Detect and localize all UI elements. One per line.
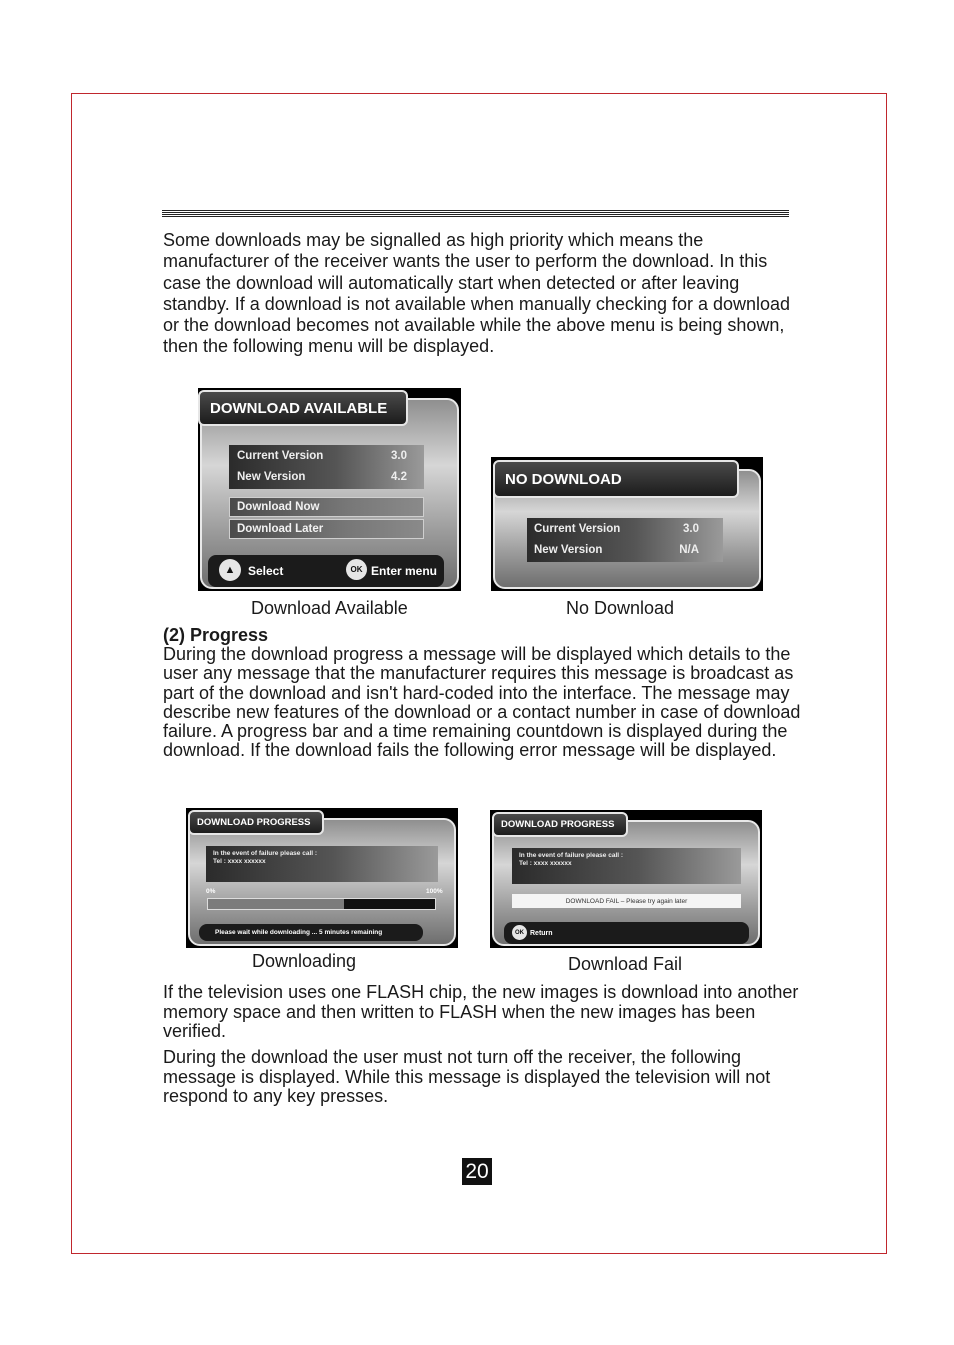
no-download-new-version-value: N/A <box>679 544 699 556</box>
download-fail-footer <box>504 922 749 944</box>
downloading-screen <box>186 808 458 948</box>
caption-no-download: No Download <box>566 598 675 618</box>
no-download-screen <box>491 457 763 591</box>
download-available-footer <box>208 555 444 587</box>
caption-download-fail: Download Fail <box>568 954 683 974</box>
no-download-title: NO DOWNLOAD <box>493 460 739 498</box>
caption-download-available: Download Available <box>251 598 408 618</box>
downloading-title: DOWNLOAD PROGRESS <box>188 810 324 835</box>
page-number: 20 <box>462 1158 492 1185</box>
download-later-option[interactable]: Download Later <box>229 519 424 539</box>
caption-downloading: Downloading <box>252 951 357 971</box>
download-fail-title: DOWNLOAD PROGRESS <box>492 812 628 837</box>
progress-heading: (2) Progress <box>163 625 269 645</box>
no-download-current-version-label: Current Version <box>534 523 621 535</box>
flash-paragraph: If the television uses one FLASH chip, the new images is download into another memory space and then written to FLASH when the new images has been verified. <box>163 982 799 1041</box>
downloading-status: Please wait while downloading ... 5 minutes remaining <box>199 924 423 941</box>
downloading-message-line1: In the event of failure please call : <box>213 850 318 857</box>
progress-min-label: 0% <box>206 888 216 895</box>
turn-off-paragraph: During the download the user must not turn off the receiver, the following message is displayed. While this message is displayed the television will not respond to any key presses. <box>163 1047 771 1106</box>
progress-fill <box>208 899 344 909</box>
no-download-new-version-label: New Version <box>534 544 603 556</box>
select-label: Select <box>248 564 284 578</box>
select-arrows-icon: ▲ <box>219 559 241 581</box>
progress-paragraph: During the download progress a message will be displayed which details to the user any message that the manufacturer requires this message is broadcast as part of the download and isn't hard-coded into the interface. The message may describe new features of the download or a contact number in case of download failure. A progress bar and a time remaining countdown is displayed during the download. If the download fails the following error message will be displayed. <box>163 644 801 761</box>
enter-menu-label: Enter menu <box>371 564 438 578</box>
new-version-label: New Version <box>237 471 306 483</box>
ok-icon: OK <box>346 559 367 580</box>
header-rule <box>162 210 789 218</box>
new-version-value: 4.2 <box>391 471 407 483</box>
current-version-label: Current Version <box>237 450 324 462</box>
downloading-message-line2: Tel : xxxx xxxxxx <box>213 858 266 865</box>
download-fail-screen <box>490 810 762 948</box>
fail-message: DOWNLOAD FAIL – Please try again later <box>512 894 741 908</box>
return-ok-icon: OK <box>512 925 527 940</box>
fail-message-line1: In the event of failure please call : <box>519 852 624 859</box>
current-version-value: 3.0 <box>391 450 407 462</box>
no-download-current-version-value: 3.0 <box>683 523 699 535</box>
return-label[interactable]: Return <box>530 930 553 937</box>
download-now-option[interactable]: Download Now <box>229 497 424 517</box>
download-available-screen <box>198 388 461 591</box>
progress-bar <box>207 898 436 910</box>
download-available-title: DOWNLOAD AVAILABLE <box>198 390 408 426</box>
progress-max-label: 100% <box>426 888 443 895</box>
intro-paragraph: Some downloads may be signalled as high priority which means the manufacturer of the receiver wants the user to perform the download. In this case the download will automatically start when detected or after leaving standby. If a download is not available when manually checking for a download or the download becomes not available while the above menu is being shown, then the following menu will be displayed. <box>163 230 791 357</box>
fail-message-line2: Tel : xxxx xxxxxx <box>519 860 572 867</box>
